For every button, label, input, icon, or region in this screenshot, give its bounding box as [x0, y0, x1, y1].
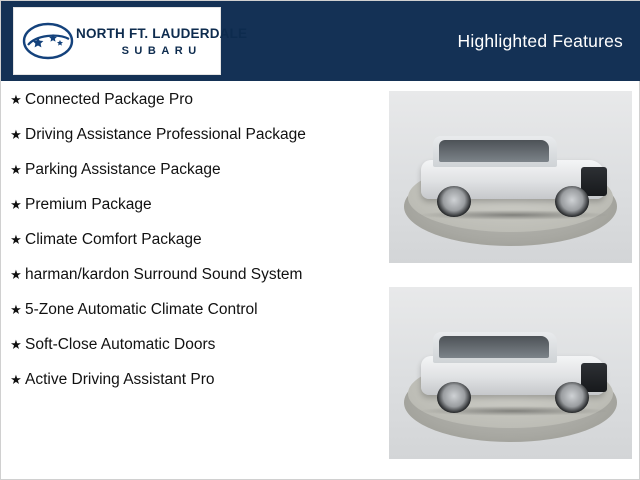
list-item	[7, 89, 377, 110]
dealer-name: NORTH FT. LAUDERDALE	[76, 25, 248, 41]
header-bar	[1, 1, 640, 81]
page-title: Highlighted Features	[457, 31, 623, 51]
feature-label: Connected Package Pro	[25, 91, 194, 108]
list-item	[7, 194, 377, 215]
feature-label: Soft-Close Automatic Doors	[25, 336, 216, 353]
star-bullet-icon: ★	[10, 302, 22, 317]
star-bullet-icon: ★	[10, 232, 22, 247]
list-item	[7, 229, 377, 250]
dealer-logo-text	[76, 26, 247, 57]
feature-label: Parking Assistance Package	[25, 161, 221, 178]
feature-label: Active Driving Assistant Pro	[25, 371, 215, 388]
star-bullet-icon: ★	[10, 127, 22, 142]
feature-label: Driving Assistance Professional Package	[25, 126, 306, 143]
features-list	[7, 89, 377, 404]
vehicle-photo-front-three-quarter	[389, 91, 632, 263]
feature-label: 5-Zone Automatic Climate Control	[25, 301, 258, 318]
suv-illustration	[413, 132, 612, 218]
car-front-wheel	[555, 382, 589, 413]
car-front-wheel	[555, 186, 589, 217]
vehicle-photo-front-angle	[389, 287, 632, 459]
list-item	[7, 334, 377, 355]
car-windows	[439, 140, 549, 162]
feature-label: Climate Comfort Package	[25, 231, 202, 248]
star-bullet-icon: ★	[10, 372, 22, 387]
car-rear-wheel	[437, 186, 471, 217]
dealer-logo	[13, 7, 248, 75]
feature-label: Premium Package	[25, 196, 152, 213]
list-item	[7, 264, 377, 285]
car-rear-wheel	[437, 382, 471, 413]
star-bullet-icon: ★	[10, 162, 22, 177]
subaru-star-cluster-icon	[22, 15, 74, 67]
dealer-brand: SUBARU	[121, 44, 202, 57]
list-item	[7, 159, 377, 180]
star-bullet-icon: ★	[10, 92, 22, 107]
star-bullet-icon: ★	[10, 197, 22, 212]
feature-label: harman/kardon Surround Sound System	[25, 266, 303, 283]
car-windows	[439, 336, 549, 358]
suv-illustration	[413, 328, 612, 414]
list-item	[7, 124, 377, 145]
list-item	[7, 369, 377, 390]
list-item	[7, 299, 377, 320]
star-bullet-icon: ★	[10, 337, 22, 352]
star-bullet-icon: ★	[10, 267, 22, 282]
